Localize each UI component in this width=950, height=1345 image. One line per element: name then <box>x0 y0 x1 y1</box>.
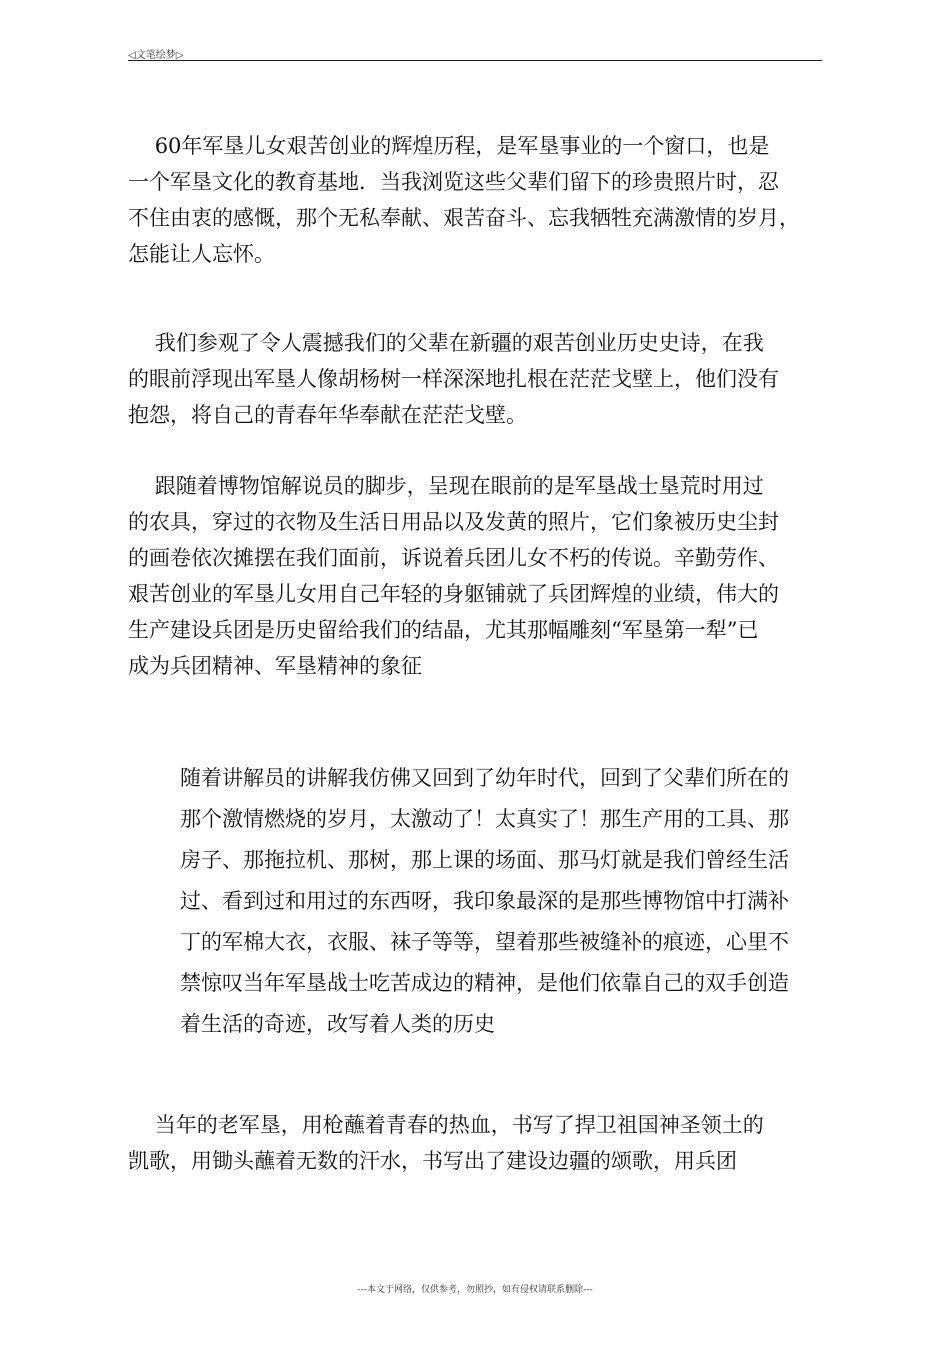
paragraph-4 <box>180 758 822 1045</box>
text-line: 当年的老军垦，用枪蘸着青春的热血，书写了捍卫祖国神圣领土的 <box>128 1113 764 1137</box>
header-divider <box>128 60 822 61</box>
paragraph-3 <box>128 468 822 684</box>
text-line: 凯歌，用锄头蘸着无数的汗水，书写出了建设边疆的颂歌，用兵团 <box>128 1149 737 1173</box>
text-line: 的画卷依次摊摆在我们面前，诉说着兵团儿女不朽的传说。辛勤劳作、 <box>128 546 779 570</box>
text-line: 生产建设兵团是历史留给我们的结晶，尤其那幅雕刻“军垦第一犁”已 <box>128 618 759 642</box>
paragraph-2 <box>128 325 822 433</box>
page-footer: ---本文于网络，仅供参考，勿照抄，如有侵权请联系删除--- <box>357 1285 593 1295</box>
text-line: 随着讲解员的讲解我仿佛又回到了幼年时代，回到了父辈们所在的 <box>180 766 789 790</box>
paragraph-5 <box>128 1107 822 1179</box>
text-line: 的农具，穿过的衣物及生活日用品以及发黄的照片，它们象被历史尘封 <box>128 510 779 534</box>
text-line: 成为兵团精神、军垦精神的象征 <box>128 654 422 678</box>
text-line: 过、看到过和用过的东西呀，我印象最深的是那些博物馆中打满补 <box>180 889 789 913</box>
text-line: 我们参观了令人震撼我们的父辈在新疆的艰苦创业历史史诗，在我 <box>128 331 764 355</box>
text-line: 怎能让人忘怀。 <box>128 242 275 266</box>
text-line: 不住由衷的感慨，那个无私奉献、艰苦奋斗、忘我牺牲充满激情的岁月， <box>128 206 800 230</box>
text-line: 禁惊叹当年军垦战士吃苦成边的精神，是他们依靠自己的双手创造 <box>180 971 789 995</box>
text-line: 跟随着博物馆解说员的脚步，呈现在眼前的是军垦战士垦荒时用过 <box>128 474 764 498</box>
text-line: 艰苦创业的军垦儿女用自己年轻的身躯铺就了兵团辉煌的业绩，伟大的 <box>128 582 779 606</box>
text-line: 那个激情燃烧的岁月，太激动了！太真实了！那生产用的工具、那 <box>180 807 789 831</box>
text-line: 抱怨，将自己的青春年华奉献在茫茫戈壁。 <box>128 403 527 427</box>
text-line: 着生活的奇迹，改写着人类的历史 <box>180 1012 495 1036</box>
text-line: 房子、那拖拉机、那树，那上课的场面、那马灯就是我们曾经生活 <box>180 848 789 872</box>
text-line: 60年军垦儿女艰苦创业的辉煌历程，是军垦事业的一个窗口，也是 <box>128 134 770 158</box>
page-header: ◁文笔绘梦▷ <box>128 50 184 61</box>
text-line: 一个军垦文化的教育基地．当我浏览这些父辈们留下的珍贵照片时，忍 <box>128 170 779 194</box>
paragraph-1 <box>128 128 822 272</box>
text-line: 丁的军棉大衣，衣服、袜子等等，望着那些被缝补的痕迹，心里不 <box>180 930 789 954</box>
text-line: 的眼前浮现出军垦人像胡杨树一样深深地扎根在茫茫戈壁上，他们没有 <box>128 367 779 391</box>
